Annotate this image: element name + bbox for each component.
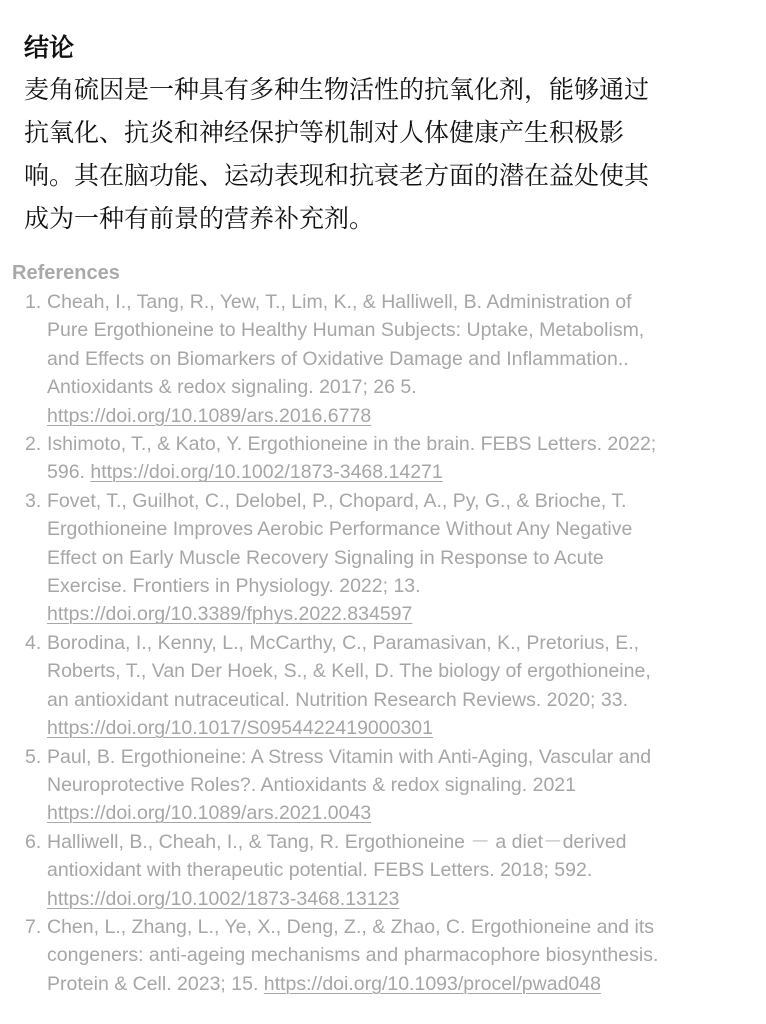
reference-list <box>0 288 766 998</box>
reference-text-line: Paul, B. Ergothioneine: A Stress Vitamin with Anti-Aging, Vascular and <box>47 745 652 768</box>
conclusion-text-line: 成为一种有前景的营养补充剂。 <box>24 204 375 233</box>
doi-link[interactable]: https://doi.org/10.1089/ars.2021.0043 <box>47 802 372 825</box>
reference-text-line: Antioxidants & redox signaling. 2017; 26 5. <box>47 376 417 399</box>
doi-link[interactable]: https://doi.org/10.1017/S0954422419000301 <box>47 717 434 740</box>
conclusion-text-line: 抗氧化、抗炎和神经保护等机制对人体健康产生积极影 <box>24 118 625 147</box>
reference-link-line <box>47 799 754 827</box>
reference-item <box>0 629 766 743</box>
reference-number: 2. <box>25 433 42 456</box>
reference-text-line: Neuroprotective Roles?. Antioxidants & redox signaling. 2021 <box>47 773 576 796</box>
reference-text-line: Chen, L., Zhang, L., Ye, X., Deng, Z., & Zhao, C. Ergothioneine and its <box>47 915 655 938</box>
reference-number: 5. <box>25 745 42 768</box>
reference-item <box>0 913 766 998</box>
reference-text-line: Ergothioneine Improves Aerobic Performance Without Any Negative <box>47 518 633 541</box>
reference-item <box>0 828 766 913</box>
reference-number: 3. <box>25 489 42 512</box>
reference-text-line: congeners: anti-ageing mechanisms and pharmacophore biosynthesis. <box>47 944 659 967</box>
reference-text-line: Halliwell, B., Cheah, I., & Tang, R. Ergothioneine － a diet－derived <box>47 830 627 853</box>
reference-text-fragment: Protein & Cell. 2023; 15. <box>47 972 264 995</box>
doi-link[interactable]: https://doi.org/10.3389/fphys.2022.834597 <box>47 603 413 626</box>
doi-link[interactable]: https://doi.org/10.1002/1873-3468.13123 <box>47 887 400 910</box>
reference-number: 1. <box>25 291 42 313</box>
reference-link-line <box>47 885 754 913</box>
reference-link-line <box>47 970 754 998</box>
reference-number: 4. <box>25 631 42 654</box>
reference-text-line: an antioxidant nutraceutical. Nutrition Research Reviews. 2020; 33. <box>47 688 628 711</box>
reference-text-line: Fovet, T., Guilhot, C., Delobel, P., Chopard, A., Py, G., & Brioche, T. <box>47 489 627 512</box>
reference-link-line <box>47 402 754 430</box>
conclusion-text-line: 响。其在脑功能、运动表现和抗衰老方面的潜在益处使其 <box>24 161 650 190</box>
conclusion-text-line: 麦角硫因是一种具有多种生物活性的抗氧化剂，能够通过 <box>24 75 650 104</box>
conclusion-heading: 结论 <box>24 33 75 62</box>
reference-item <box>0 487 766 629</box>
reference-text-line: Ishimoto, T., & Kato, Y. Ergothioneine in the brain. FEBS Letters. 2022; <box>47 433 657 456</box>
reference-text-line: Borodina, I., Kenny, L., McCarthy, C., Paramasivan, K., Pretorius, E., <box>47 631 640 654</box>
doi-link[interactable]: https://doi.org/10.1089/ars.2016.6778 <box>47 404 372 427</box>
doi-link[interactable]: https://doi.org/10.1093/procel/pwad048 <box>263 972 601 995</box>
reference-text-line: antioxidant with therapeutic potential. FEBS Letters. 2018; 592. <box>47 859 593 882</box>
reference-link-line <box>47 714 754 742</box>
doi-link[interactable]: https://doi.org/10.1002/1873-3468.14271 <box>90 461 443 484</box>
reference-text-line: Exercise. Frontiers in Physiology. 2022; 13. <box>47 575 421 598</box>
reference-text-line: Effect on Early Muscle Recovery Signaling in Response to Acute <box>47 546 604 569</box>
conclusion-section <box>24 30 748 240</box>
reference-text-line: and Effects on Biomarkers of Oxidative Damage and Inflammation.. <box>47 347 629 370</box>
reference-item <box>0 430 766 487</box>
reference-item <box>0 743 766 828</box>
reference-link-line <box>47 458 754 486</box>
reference-text-fragment: 596. <box>47 461 91 484</box>
reference-number: 6. <box>25 830 42 853</box>
references-heading: References <box>12 262 120 284</box>
reference-text-line: Roberts, T., Van Der Hoek, S., & Kell, D. The biology of ergothioneine, <box>47 660 651 683</box>
reference-text-line: Pure Ergothioneine to Healthy Human Subjects: Uptake, Metabolism, <box>47 319 645 342</box>
reference-item <box>0 288 766 430</box>
reference-link-line <box>47 600 754 628</box>
reference-text-line: Cheah, I., Tang, R., Yew, T., Lim, K., & Halliwell, B. Administration of <box>47 291 632 313</box>
reference-number: 7. <box>25 915 42 938</box>
